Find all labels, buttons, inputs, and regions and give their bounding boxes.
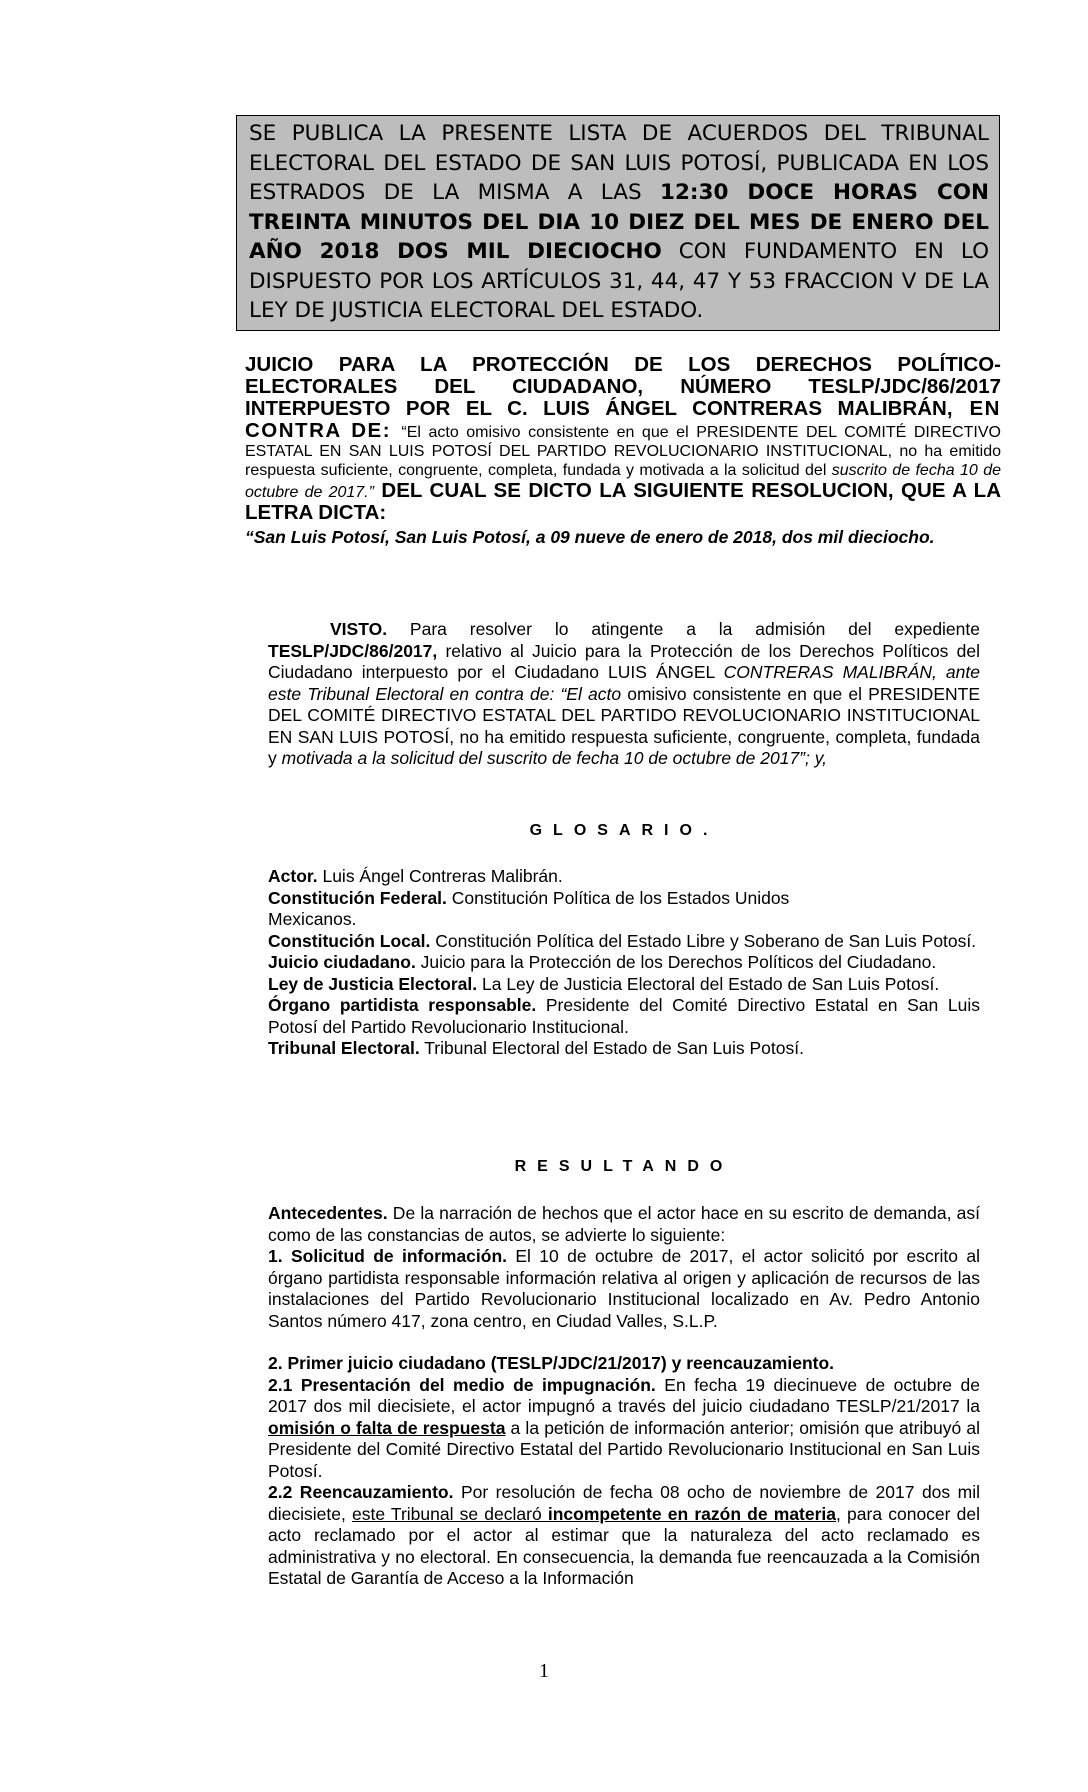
case-resolution-label: DEL CUAL SE DICTO LA SIGUIENTE RESOLUCION, QUE A LA LETRA DICTA: <box>245 479 1002 524</box>
visto-italic-2: motivada a la solicitud del suscrito de fecha 10 de octubre de 2017”; y, <box>281 748 828 768</box>
visto-paragraph <box>268 619 980 770</box>
visto-expediente: TESLP/JDC/86/2017, <box>268 640 438 661</box>
item-1-label: 1. Solicitud de información. <box>268 1246 508 1266</box>
visto-text-1: Para resolver lo atingente a la admisión del expediente <box>387 619 980 639</box>
resultando-title: RESULTANDO <box>514 1158 734 1175</box>
item-2-heading <box>268 1353 980 1375</box>
item-2-2-label: 2.2 Reencauzamiento. <box>268 1482 454 1502</box>
item-2-2-text-a: Por resolución de fecha 08 ocho de noviembre de 2017 dos mil diecisiete, <box>268 1482 980 1524</box>
resolution-date: “San Luis Potosí, San Luis Potosí, a 09 nueve de enero de 2018, dos mil dieciocho. <box>245 527 935 547</box>
item-2-2-underline-a: este Tribunal se declaró <box>351 1503 548 1524</box>
glosario-term: Órgano partidista responsable. <box>268 995 537 1015</box>
visto-text-2: relativo al Juicio para la Protección de los Derechos Políticos del Ciudadano interpuesto por el Ciudadano LUIS ÁNGEL <box>268 640 980 682</box>
glosario-def: Luis Ángel Contreras Malibrán. <box>317 866 563 886</box>
glosario-term: Tribunal Electoral. <box>268 1038 420 1058</box>
notice-time-date: 12:30 DOCE HORAS CON TREINTA MINUTOS DEL DIA 10 DIEZ DEL MES DE ENERO DEL AÑO 2018 DOS MIL DIECIOCHO <box>249 180 989 264</box>
glosario-list <box>268 866 980 1060</box>
case-title: JUICIO PARA LA PROTECCIÓN DE LOS DERECHOS POLÍTICO-ELECTORALES DEL CIUDADANO, NÚMERO TESLP/JDC/86/2017 INTERPUESTO POR EL C. LUIS ÁNGEL CONTRERAS MALIBRÁN, <box>245 353 1001 420</box>
item-2-1-underline: omisión o falta de respuesta <box>268 1417 506 1438</box>
glosario-entry <box>268 931 980 953</box>
visto-label: VISTO. <box>330 619 388 639</box>
case-quote: “El acto omisivo consistente en que el PRESIDENTE DEL COMITÉ DIRECTIVO ESTATAL EN SAN LUIS POTOSÍ DEL PARTIDO REVOLUCIONARIO INSTITUCIONAL, no ha emitido respuesta suficiente, congruente, completa, fundada y motivada a la solicitud del <box>245 424 1001 479</box>
glosario-def: Tribunal Electoral del Estado de San Luis Potosí. <box>419 1038 804 1058</box>
glosario-title: GLOSARIO. <box>529 822 719 839</box>
glosario-def: Constitución Política de los Estados Unidos <box>446 887 790 908</box>
notice-text-a: SE PUBLICA LA PRESENTE LISTA DE ACUERDOS DEL TRIBUNAL ELECTORAL DEL ESTADO DE SAN LUIS POTOSÍ, PUBLICADA EN LOS ESTRADOS DE LA MISMA A LAS <box>249 121 989 205</box>
antecedentes-text: De la narración de hechos que el actor hace en su escrito de demanda, así como de las constancias de autos, se advierte lo siguiente: <box>268 1203 980 1245</box>
item-2-label: 2. Primer juicio ciudadano (TESLP/JDC/21/2017) y reencauzamiento. <box>268 1353 835 1373</box>
resultando-body <box>268 1203 980 1590</box>
glosario-term: Actor. <box>268 866 318 886</box>
case-against-label: EN CONTRA DE: <box>245 397 1001 442</box>
visto-italic-1: CONTRERAS MALIBRÁN, ante este Tribunal Electoral en contra de: “El acto <box>268 662 980 704</box>
glosario-entry <box>268 974 980 996</box>
page-number: 1 <box>539 1660 549 1682</box>
glosario-def: Constitución Política del Estado Libre y Soberano de San Luis Potosí. <box>430 930 977 951</box>
item-2-1-text-b: a la petición de información anterior; omisión que atribuyó al Presidente del Comité Directivo Estatal del Partido Revolucionario Institucional en San Luis Potosí. <box>268 1417 980 1481</box>
item-2-1-paragraph <box>268 1375 980 1483</box>
glosario-def-tail: Mexicanos. <box>268 909 357 929</box>
item-2-1-text-a: En fecha 19 diecinueve de octubre de 2017 dos mil diecisiete, el actor impugnó a través del juicio ciudadano TESLP/21/2017 la <box>268 1374 980 1416</box>
glosario-entry <box>268 1038 980 1060</box>
antecedentes-label: Antecedentes. <box>268 1203 388 1223</box>
item-2-2-text-b: , para conocer del acto reclamado por el actor al estimar que la naturaleza del acto reclamado es administrativa y no electoral. En consecuencia, la demanda fue reencauzada a la Comisión Estatal de Garantía de Acceso a la Información <box>268 1503 981 1588</box>
item-1-paragraph <box>268 1246 980 1332</box>
glosario-def: Juicio para la Protección de los Derechos Políticos del Ciudadano. <box>415 952 937 972</box>
glosario-entry <box>268 866 980 888</box>
case-heading <box>245 354 1001 548</box>
antecedentes-paragraph <box>268 1203 980 1246</box>
case-quote-italic: suscrito de fecha 10 de octubre de 2017.” <box>245 462 1002 501</box>
item-2-1-label: 2.1 Presentación del medio de impugnación. <box>268 1374 656 1395</box>
glosario-entry <box>268 995 980 1038</box>
glosario-term: Constitución Local. <box>268 930 431 951</box>
glosario-entry <box>268 952 980 974</box>
publication-notice <box>236 115 1000 331</box>
item-1-text: El 10 de octubre de 2017, el actor solicitó por escrito al órgano partidista responsable información relativa al origen y aplicación de recursos de las instalaciones del Partido Revolucionario Institucional localizado en Av. Pedro Antonio Santos número 417, zona centro, en Ciudad Valles, S.L.P. <box>268 1246 981 1331</box>
glosario-term: Ley de Justicia Electoral. <box>268 973 478 994</box>
notice-text-c: CON FUNDAMENTO EN LO DISPUESTO POR LOS ARTÍCULOS 31, 44, 47 Y 53 FRACCION V DE LA LEY DE JUSTICIA ELECTORAL DEL ESTADO. <box>249 239 989 323</box>
glosario-entry <box>268 888 980 931</box>
glosario-def: Presidente del Comité Directivo Estatal en San Luis Potosí del Partido Revolucionario Institucional. <box>268 995 981 1037</box>
item-2-2-underline-b: incompetente en razón de materia <box>547 1503 837 1524</box>
item-2-2-paragraph <box>268 1482 980 1590</box>
glosario-term: Juicio ciudadano. <box>268 952 416 972</box>
glosario-def: La Ley de Justicia Electoral del Estado de San Luis Potosí. <box>477 973 940 994</box>
glosario-term: Constitución Federal. <box>268 887 447 908</box>
visto-text-3: omisivo consistente en que el PRESIDENTE DEL COMITÉ DIRECTIVO ESTATAL DEL PARTIDO REVOLUCIONARIO INSTITUCIONAL EN SAN LUIS POTOSÍ, no ha emitido respuesta suficiente, congruente, completa, fundada y <box>268 683 980 768</box>
